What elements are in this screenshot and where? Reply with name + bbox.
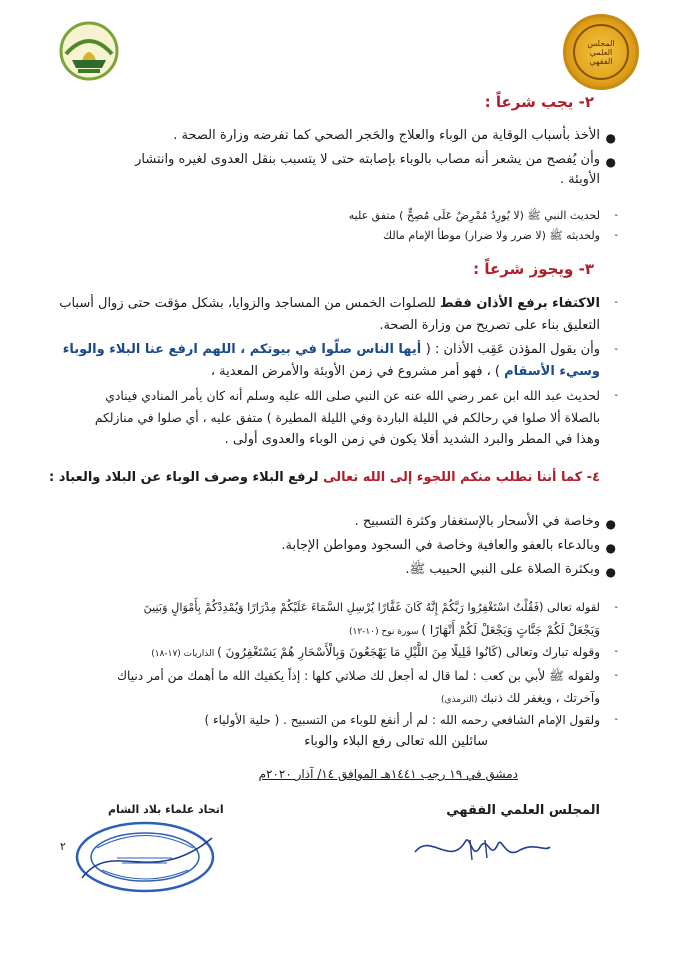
sec3-line-3c: وهذا في المطر والبرد الشديد أفلا يكون في زمن الوباء والعدوى أولى . — [224, 432, 600, 447]
logo-text-1: المجلس — [587, 38, 615, 48]
logo-text-3: الفقهي — [589, 56, 613, 66]
sec3-line-1a-text: للصلوات الخمس من المساجد والزوايا، بشكل مؤقت حتى زوال أسباب — [59, 296, 441, 311]
dash-icon: - — [614, 670, 618, 681]
sec4-hadith-3b-ref: (الترمذي) — [441, 695, 481, 705]
dash-icon: - — [614, 230, 618, 241]
sec4-quran-2-text: وقوله تبارك وتعالى (كَانُوا قَلِيلًا مِنَ اللَّيْلِ مَا يَهْجَعُونَ وَبِالْأَسْحَارِ هُمْ يَسْتَغْفِرُونَ ) — [217, 645, 600, 659]
dash-icon: - — [614, 390, 618, 401]
sec4-quran-1b-ref: سورة نوح (١٠-١٢) — [348, 627, 422, 637]
signature-left-title: اتحاد علماء بلاد الشام — [108, 803, 224, 816]
sec2-bullet-1: الأخذ بأسباب الوقاية من الوباء والعلاج والحَجر الصحي كما تفرضه وزارة الصحة . — [173, 128, 600, 143]
page-number: ٢ — [60, 840, 66, 853]
sec4-quran-2 — [151, 642, 600, 664]
sec3-line-2a-text: وأن يقول المؤذن عَقِب الأذان : ( — [425, 342, 600, 357]
signature-right-title: المجلس العلمي الفقهي — [446, 803, 600, 818]
dash-icon: - — [614, 210, 618, 221]
sec3-line-1b: التعليق بناء على تصريح من وزارة الصحة. — [379, 318, 600, 333]
sec3-line-2a — [63, 340, 600, 360]
handwritten-signature — [410, 822, 555, 872]
sec3-line-2b — [211, 362, 600, 382]
dash-icon: - — [614, 646, 618, 657]
section-3-title: ٣- ويجوز شرعاً : — [473, 260, 594, 278]
council-logo — [563, 14, 639, 90]
sec3-call-text-2: وسيء الأسقام — [504, 364, 600, 379]
section-4-title-red: ٤- كما أننا نطلب منكم اللجوء إلى الله تعالى — [323, 470, 600, 485]
section-4-title-rest: لرفع البلاء وصرف الوباء عن البلاد والعباد : — [49, 470, 324, 485]
sec3-call-text: أيها الناس صلّوا في بيوتكم ، اللهم ارفع عنا البلاء والوباء — [62, 342, 426, 357]
document-date: دمشق في ١٩ رجب ١٤٤١هـ الموافق ١٤/ آذار ٢٠٢٠م — [258, 767, 518, 781]
sec4-closing: سائلين الله تعالى رفع البلاء والوباء — [304, 734, 488, 749]
sec4-hadith-3a: ولقوله ﷺ لأبي بن كعب : لما قال له أجعل لك صلاتي كلها : إذاً يكفيك الله ما أهمك من أمر دنياك — [116, 669, 600, 683]
sec2-bullet-2a: وأن يُفصح من يشعر أنه مصاب بالوباء بإصابته حتى لا يتسبب بنقل العدوى لغيره وانتشار — [135, 152, 600, 167]
sec3-line-2b-text: ) ، فهو أمر مشروع في زمن الأوبئة والأمرض المعدية ، — [210, 364, 505, 379]
section-4-title — [49, 468, 600, 488]
dash-icon: - — [614, 714, 618, 725]
sec2-bullet-2b: الأوبئة . — [559, 172, 600, 187]
sec4-quran-1a: لقوله تعالى (فَقُلْتُ اسْتَغْفِرُوا رَبَّكُمْ إِنَّهُ كَانَ غَفَّارًا يُرْسِلِ السَّمَاءَ عَلَيْكُمْ مِدْرَارًا وَيُمْدِدْكُمْ بِأَمْوَالٍ وَبَنِينَ — [143, 601, 600, 614]
sec2-hadith-2: ولحديثه ﷺ (لا ضرر ولا ضرار) موطأ الإمام مالك — [383, 229, 600, 242]
sec3-line-1a — [59, 294, 600, 314]
bullet-icon: ● — [605, 565, 616, 579]
sec3-line-3b: بالصلاة ألا صلوا في رحالكم في الليلة الباردة وفي الليلة المطيرة ) متفق عليه ، أي صلوا في منازلكم — [94, 411, 600, 425]
sec4-quran-2-ref: الذاريات (١٧-١٨) — [151, 649, 218, 659]
bullet-icon: ● — [605, 541, 616, 555]
dash-icon: - — [614, 297, 618, 308]
sec3-line-3a: لحديث عبد الله ابن عمر رضي الله عنه عن النبي صلى الله عليه وسلم أنه كان يأمر المنادي فينادي — [105, 389, 600, 403]
sec4-quran-1b — [349, 620, 600, 642]
sec4-hadith-3b-text: وآخرتك ، ويغفر لك ذنبك — [480, 691, 600, 705]
section-2-title: ٢- يجب شرعاً : — [484, 93, 594, 111]
sec4-quran-1b-text: وَيَجْعَلْ لَكُمْ جَنَّاتٍ وَيَجْعَلْ لَكُمْ أَنْهَارًا ) — [421, 623, 600, 637]
dash-icon: - — [614, 344, 618, 355]
bullet-icon: ● — [605, 517, 616, 531]
bullet-icon: ● — [605, 155, 616, 169]
sec4-bullet-3: وبكثرة الصلاة على النبي الحبيب ﷺ. — [405, 562, 600, 577]
bullet-icon: ● — [605, 131, 616, 145]
sec4-bullet-2: وبالدعاء بالعفو والعافية وخاصة في السجود ومواطن الإجابة. — [281, 538, 600, 553]
sec4-bullet-1: وخاصة في الأسحار بالإستغفار وكثرة التسبيح . — [354, 514, 600, 529]
union-logo — [58, 20, 120, 82]
dash-icon: - — [614, 602, 618, 613]
logo-text-2: العلمي — [589, 47, 613, 57]
sec4-hadith-3b — [441, 688, 600, 710]
sec2-hadith-1: لحديث النبي ﷺ (لا يُورِدُ مُمْرِضٌ عَلَى مُصِحٍّ ) متفق عليه — [348, 209, 600, 222]
sec3-bold-phrase: الاكتفاء برفع الأذان فقط — [440, 296, 600, 311]
sec4-quote-4: ولقول الإمام الشافعي رحمه الله : لم أر أنفع للوباء من التسبيح . ( حلية الأولياء ) — [204, 713, 600, 727]
official-stamp — [72, 818, 218, 896]
